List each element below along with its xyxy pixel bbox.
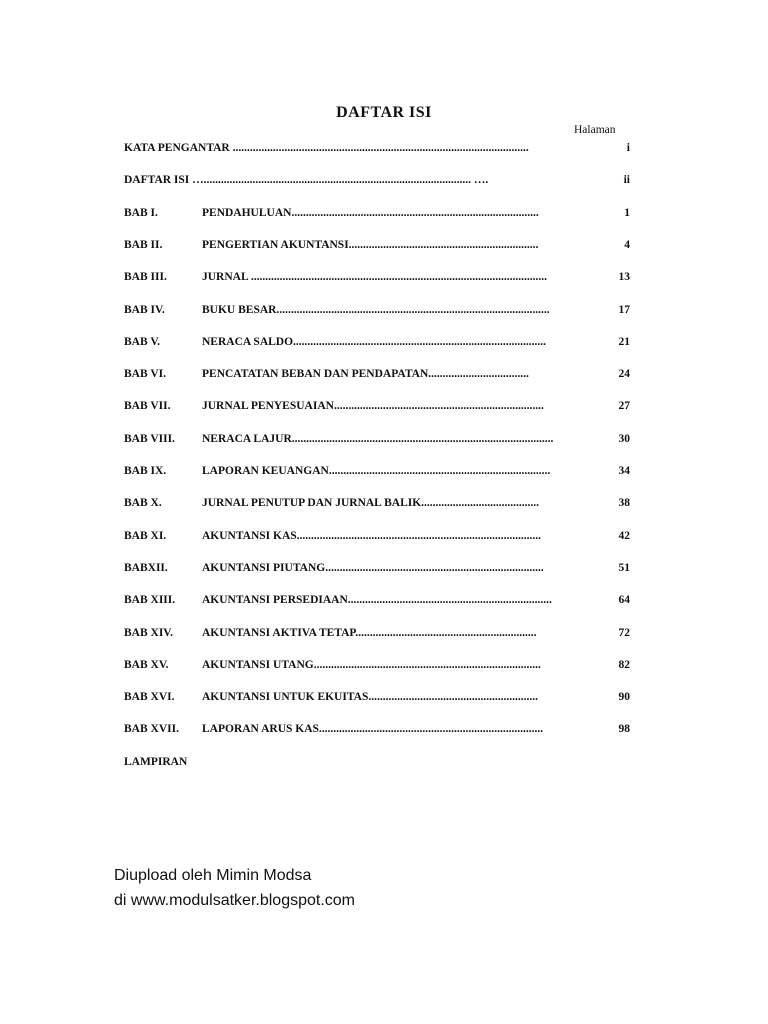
page-column-header: Halaman [574,124,616,136]
toc-entry-title: JURNAL PENYESUAIAN......................................................................... [202,400,544,412]
toc-page-number: ii [623,174,630,186]
toc-page-number: i [626,142,630,154]
toc-page-number: 42 [618,530,630,542]
toc-chapter-number: BAB IV. [124,304,165,316]
toc-page-number: 38 [618,497,630,509]
toc-entry-title: LAPORAN ARUS KAS.............................................................................. [202,723,544,735]
toc-page-number: 90 [618,691,630,703]
toc-page-number: 51 [618,562,630,574]
toc-chapter-number: BAB XI. [124,530,167,542]
toc-page-number: 17 [618,304,630,316]
toc-chapter-number: BAB V. [124,336,161,348]
source-url: di www.modulsatker.blogspot.com [114,892,355,909]
toc-entry-title: NERACA LAJUR........................................................................................... [202,433,554,445]
toc-chapter-number: BAB XVII. [124,723,179,735]
toc-entry-title: NERACA SALDO........................................................................................ [202,336,547,348]
toc-chapter-number: BAB XIV. [124,627,173,639]
toc-chapter-number: BAB VII. [124,400,171,412]
toc-page-number: 98 [618,723,630,735]
toc-page-number: 1 [624,207,630,219]
toc-chapter-number: BAB VIII. [124,433,175,445]
toc-entry-title: BUKU BESAR............................................................................................... [202,304,550,316]
toc-entry-title: DAFTAR ISI …............................................................................................. …. [124,174,489,186]
toc-page-number: 24 [618,368,630,380]
toc-entry-title: PENCATATAN BEBAN DAN PENDAPATAN................................... [202,368,529,380]
toc-chapter-number: BAB XVI. [124,691,175,703]
toc-entry-title: JURNAL PENUTUP DAN JURNAL BALIK......................................... [202,497,540,509]
toc-entry-title: AKUNTANSI UNTUK EKUITAS........................................................... [202,691,538,703]
toc-entry-title: AKUNTANSI PIUTANG............................................................................ [202,562,544,574]
toc-entry-title: KATA PENGANTAR ....................................................................................................... [124,142,529,154]
toc-entry-title: PENGERTIAN AKUNTANSI.................................................................. [202,239,539,251]
toc-entry-title: LAPORAN KEUANGAN............................................................................. [202,465,551,477]
toc-entry-title: JURNAL ....................................................................................................... [202,271,548,283]
toc-chapter-number: BAB X. [124,497,162,509]
toc-entry-title: LAMPIRAN [124,756,188,768]
toc-page-number: 30 [618,433,630,445]
toc-page-number: 13 [618,271,630,283]
toc-chapter-number: BAB VI. [124,368,166,380]
toc-chapter-number: BAB I. [124,207,158,219]
toc-entry-title: AKUNTANSI UTANG............................................................................... [202,659,541,671]
toc-chapter-number: BAB II. [124,239,163,251]
toc-page-number: 4 [624,239,630,251]
toc-entry-title: AKUNTANSI KAS..................................................................................... [202,530,542,542]
toc-chapter-number: BAB III. [124,271,167,283]
toc-chapter-number: BABXII. [124,562,168,574]
toc-chapter-number: BAB XV. [124,659,169,671]
toc-page-number: 27 [618,400,630,412]
toc-entry-title: PENDAHULUAN...................................................................................... [202,207,539,219]
toc-page-number: 21 [618,336,630,348]
upload-credit: Diupload oleh Mimin Modsa [114,867,312,884]
toc-entry-title: AKUNTANSI AKTIVA TETAP............................................................... [202,627,537,639]
toc-entry-title: AKUNTANSI PERSEDIAAN....................................................................... [202,594,552,606]
toc-page-number: 64 [618,594,630,606]
toc-chapter-number: BAB XIII. [124,594,176,606]
toc-page-number: 34 [618,465,630,477]
toc-page-number: 82 [618,659,630,671]
toc-page-number: 72 [618,627,630,639]
page-title: DAFTAR ISI [336,104,432,121]
toc-chapter-number: BAB IX. [124,465,167,477]
